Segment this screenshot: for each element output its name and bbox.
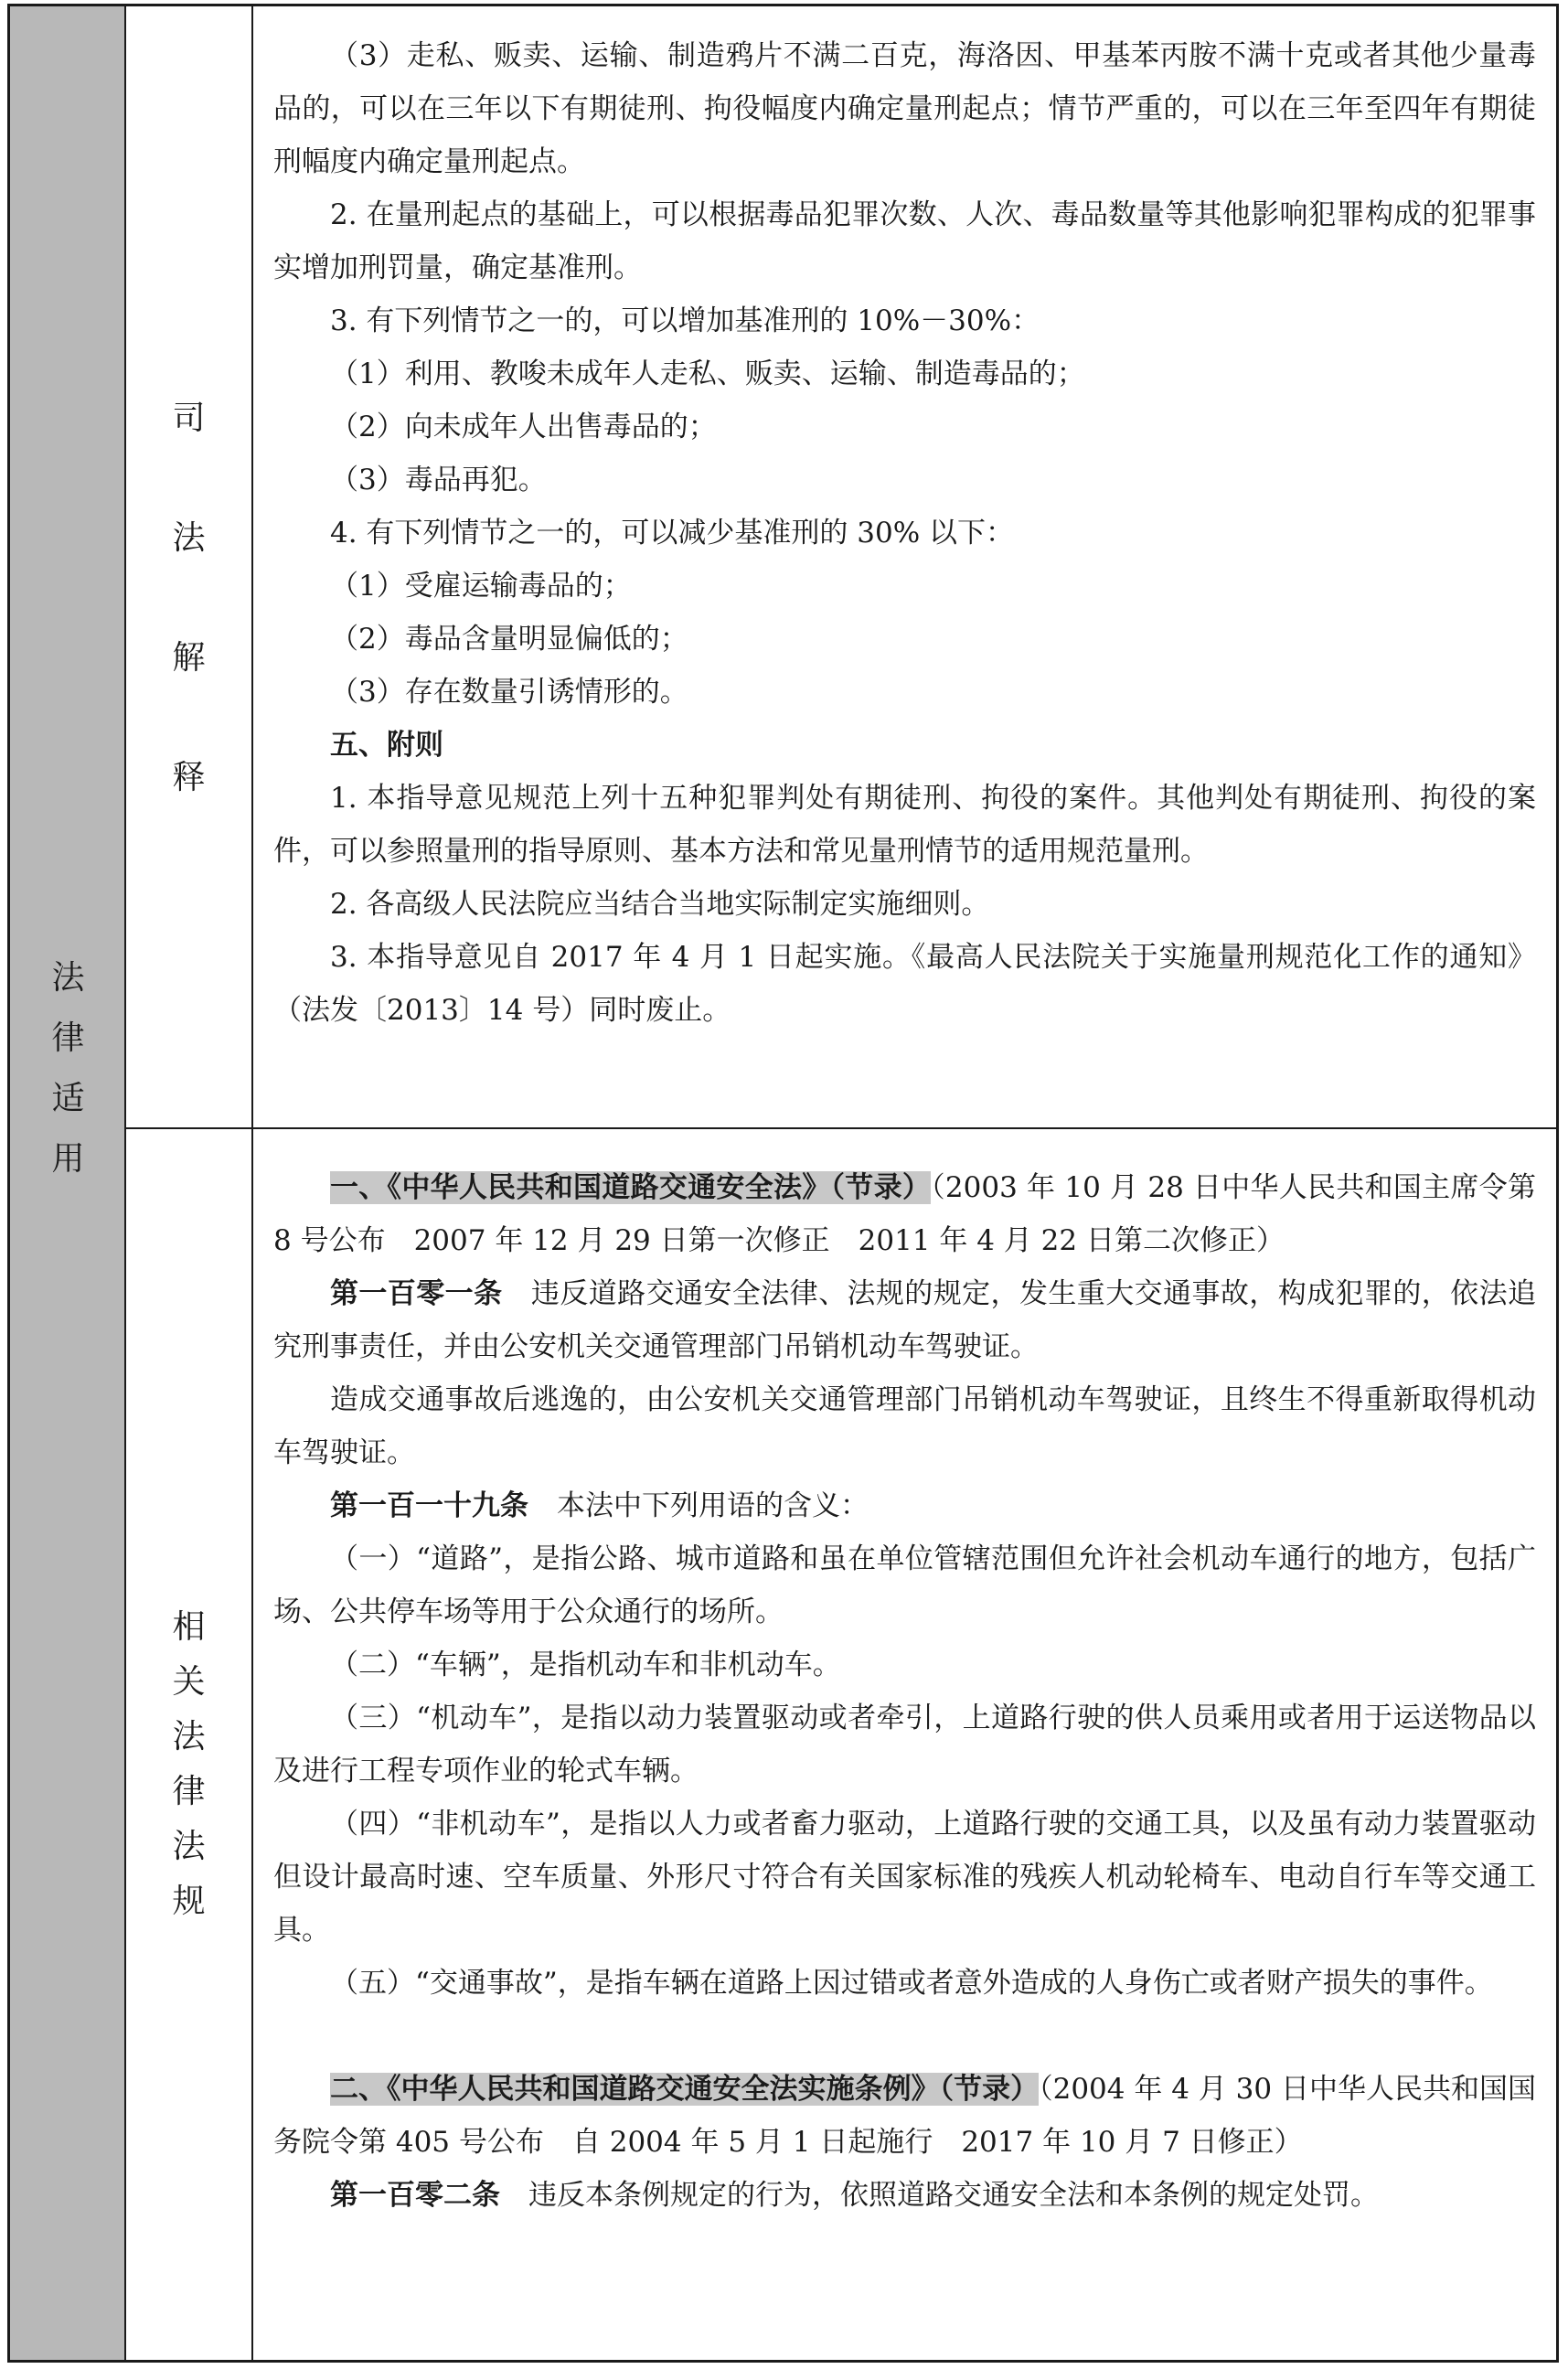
paragraph: 4. 有下列情节之一的，可以减少基准刑的 30% 以下： xyxy=(330,517,1015,550)
paragraph: 2. 各高级人民法院应当结合当地实际制定实施细则。 xyxy=(330,888,990,921)
article xyxy=(273,1267,1536,1373)
definition: （四）“非机动车”，是指以人力或者畜力驱动，上道路行驶的交通工具，以及虽有动力装置驱动但设计最高时速、空车质量、外形尺寸符合有关国家标准的残疾人机动轮椅车、电动自行车等交通工具。 xyxy=(273,1808,1536,1947)
article-text: 违反本条例规定的行为，依照道路交通安全法和本条例的规定处罚。 xyxy=(528,2179,1379,2212)
article-text: 本法中下列用语的含义： xyxy=(557,1489,869,1522)
law-title: 二、《中华人民共和国道路交通安全法实施条例》（节录） xyxy=(330,2073,1040,2106)
article-number: 第一百零二条 xyxy=(330,2179,500,2212)
definition: （二）“车辆”，是指机动车和非机动车。 xyxy=(330,1649,841,1681)
law-title: 一、《中华人民共和国道路交通安全法》（节录） xyxy=(330,1171,932,1204)
paragraph: （1）受雇运输毒品的； xyxy=(330,570,632,603)
paragraph: 3. 本指导意见自 2017 年 4 月 1 日起实施。《最高人民法院关于实施量刑规范化工作的通知》（法发〔2013〕14 号）同时废止。 xyxy=(273,941,1536,1027)
paragraph: 1. 本指导意见规范上列十五种犯罪判处有期徒刑、拘役的案件。其他判处有期徒刑、拘役的案件，可以参照量刑的指导原则、基本方法和常见量刑情节的适用规范量刑。 xyxy=(273,782,1536,868)
paragraph: （2）向未成年人出售毒品的； xyxy=(330,411,717,443)
definition: （三）“机动车”，是指以动力装置驱动或者牵引，上道路行驶的供人员乘用或者用于运送物品以及进行工程专项作业的轮式车辆。 xyxy=(273,1702,1536,1787)
paragraph: （3）存在数量引诱情形的。 xyxy=(330,676,688,709)
row-judicial-interpretation xyxy=(126,6,1556,1129)
outer-label-law-application: 法 律 适 用 xyxy=(51,959,85,1178)
sub-label-column xyxy=(126,1129,253,2360)
row-related-laws xyxy=(126,1129,1556,2360)
article-number: 第一百零一条 xyxy=(330,1277,503,1310)
paragraph: 造成交通事故后逃逸的，由公安机关交通管理部门吊销机动车驾驶证，且终生不得重新取得机动车驾驶证。 xyxy=(273,1383,1536,1469)
law-note: （2003 年 10 月 28 日中华人民共和国主席令第 8 号公布 2007 年 12 月 29 日第一次修正 2011 年 4 月 22 日第二次修正） xyxy=(273,1171,1536,1257)
law-heading xyxy=(273,1161,1536,1267)
sub-label-judicial-interpretation: 司 法 解 释 xyxy=(172,400,206,796)
paragraph: 3. 有下列情节之一的，可以增加基准刑的 10%－30%： xyxy=(330,304,1040,337)
paragraph: （3）毒品再犯。 xyxy=(330,464,547,496)
law-note: （2004 年 4 月 30 日中华人民共和国国务院令第 405 号公布 自 2004 年 5 月 1 日起施行 2017 年 10 月 7 日修正） xyxy=(273,2073,1536,2159)
article-text: 违反道路交通安全法律、法规的规定，发生重大交通事故，构成犯罪的，依法追究刑事责任，并由公安机关交通管理部门吊销机动车驾驶证。 xyxy=(273,1277,1537,1363)
judicial-interpretation-content xyxy=(253,29,1556,1037)
article xyxy=(273,2169,1536,2222)
definition: （一）“道路”，是指公路、城市道路和虽在单位管辖范围但允许社会机动车通行的地方，包括广场、公共停车场等用于公众通行的场所。 xyxy=(273,1542,1536,1628)
paragraph: 2. 在量刑起点的基础上，可以根据毒品犯罪次数、人次、毒品数量等其他影响犯罪构成的犯罪事实增加刑罚量，确定基准刑。 xyxy=(273,198,1536,284)
section-heading: 五、附则 xyxy=(330,729,443,762)
article-number: 第一百一十九条 xyxy=(330,1489,528,1522)
sub-label-related-laws: 相 关 法 律 法 规 xyxy=(172,1608,206,1920)
article xyxy=(273,1479,1536,1532)
spacer xyxy=(273,2010,1536,2063)
law-table xyxy=(7,4,1559,2363)
paragraph: （3）走私、贩卖、运输、制造鸦片不满二百克，海洛因、甲基苯丙胺不满十克或者其他少量毒品的，可以在三年以下有期徒刑、拘役幅度内确定量刑起点；情节严重的，可以在三年至四年有期徒刑幅度内确定量刑起点。 xyxy=(273,39,1536,178)
definition: （五）“交通事故”，是指车辆在道路上因过错或者意外造成的人身伤亡或者财产损失的事件。 xyxy=(330,1967,1493,2000)
law-heading xyxy=(273,2063,1536,2169)
related-laws-content xyxy=(253,1161,1556,2222)
paragraph: （2）毒品含量明显偏低的； xyxy=(330,623,688,656)
paragraph: （1）利用、教唆未成年人走私、贩卖、运输、制造毒品的； xyxy=(330,357,1085,390)
sub-label-column xyxy=(126,6,253,1127)
outer-label-column xyxy=(10,6,126,2360)
